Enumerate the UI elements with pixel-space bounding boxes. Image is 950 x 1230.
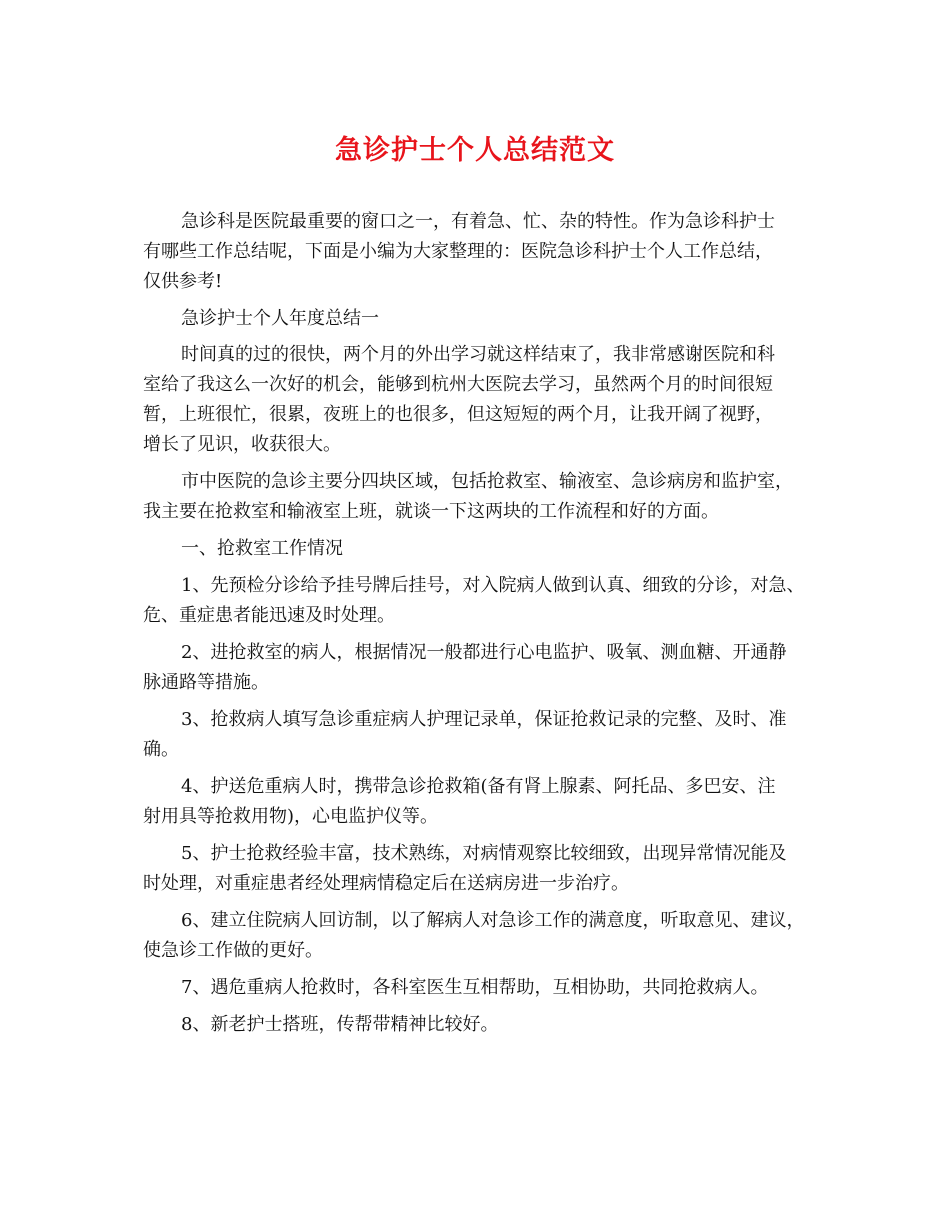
section-heading-rescue-room <box>143 534 823 564</box>
list-item-line: 6、建立住院病人回访制，以了解病人对急诊工作的满意度，听取意见、建议， <box>181 910 805 931</box>
heading-line: 一、抢救室工作情况 <box>181 538 343 559</box>
section-heading-annual-summary <box>143 304 823 334</box>
list-item-line: 危、重症患者能迅速及时处理。 <box>143 605 395 626</box>
list-item-line: 脉通路等措施。 <box>143 672 269 693</box>
list-item-line: 确。 <box>143 739 179 760</box>
paragraph-line: 我主要在抢救室和输液室上班，就谈一下这两块的工作流程和好的方面。 <box>143 501 719 522</box>
paragraph-line: 急诊科是医院最重要的窗口之一，有着急、忙、杂的特性。作为急诊科护士 <box>181 211 775 232</box>
list-item <box>143 839 823 899</box>
intro-paragraph <box>143 207 823 297</box>
document-body <box>143 207 823 1047</box>
list-item <box>143 772 823 832</box>
paragraph-line: 市中医院的急诊主要分四块区域，包括抢救室、输液室、急诊病房和监护室， <box>181 471 793 492</box>
list-item <box>143 705 823 765</box>
list-item-line: 使急诊工作做的更好。 <box>143 940 323 961</box>
areas-paragraph <box>143 467 823 527</box>
paragraph-line: 暂，上班很忙，很累，夜班上的也很多，但这短短的两个月，让我开阔了视野， <box>143 404 773 425</box>
list-item-line: 2、进抢救室的病人，根据情况一般都进行心电监护、吸氧、测血糖、开通静 <box>181 642 787 663</box>
list-item <box>143 973 823 1003</box>
list-item-line: 3、抢救病人填写急诊重症病人护理记录单，保证抢救记录的完整、及时、准 <box>181 709 787 730</box>
list-item-line: 8、新老护士搭班，传帮带精神比较好。 <box>181 1014 499 1035</box>
paragraph-line: 仅供参考! <box>143 271 223 292</box>
paragraph-line: 时间真的过的很快，两个月的外出学习就这样结束了，我非常感谢医院和科 <box>181 344 775 365</box>
heading-line: 急诊护士个人年度总结一 <box>181 308 379 329</box>
paragraph-line: 有哪些工作总结呢，下面是小编为大家整理的：医院急诊科护士个人工作总结， <box>143 241 773 262</box>
document-title: 急诊护士个人总结范文 <box>335 135 615 166</box>
list-item <box>143 571 823 631</box>
paragraph-line: 增长了见识，收获很大。 <box>143 434 341 455</box>
list-item-line: 1、先预检分诊给予挂号牌后挂号，对入院病人做到认真、细致的分诊，对急、 <box>181 575 805 596</box>
study-paragraph <box>143 340 823 460</box>
list-item-line: 射用具等抢救用物)，心电监护仪等。 <box>143 806 439 827</box>
list-item <box>143 1010 823 1040</box>
list-item-line: 时处理，对重症患者经处理病情稳定后在送病房进一步治疗。 <box>143 873 629 894</box>
list-item <box>143 906 823 966</box>
list-item-line: 7、遇危重病人抢救时，各科室医生互相帮助，互相协助，共同抢救病人。 <box>181 977 769 998</box>
list-item-line: 4、护送危重病人时，携带急诊抢救箱(备有肾上腺素、阿托品、多巴安、注 <box>181 776 776 797</box>
paragraph-line: 室给了我这么一次好的机会，能够到杭州大医院去学习，虽然两个月的时间很短 <box>143 374 773 395</box>
list-item <box>143 638 823 698</box>
list-item-line: 5、护士抢救经验丰富，技术熟练，对病情观察比较细致，出现异常情况能及 <box>181 843 787 864</box>
